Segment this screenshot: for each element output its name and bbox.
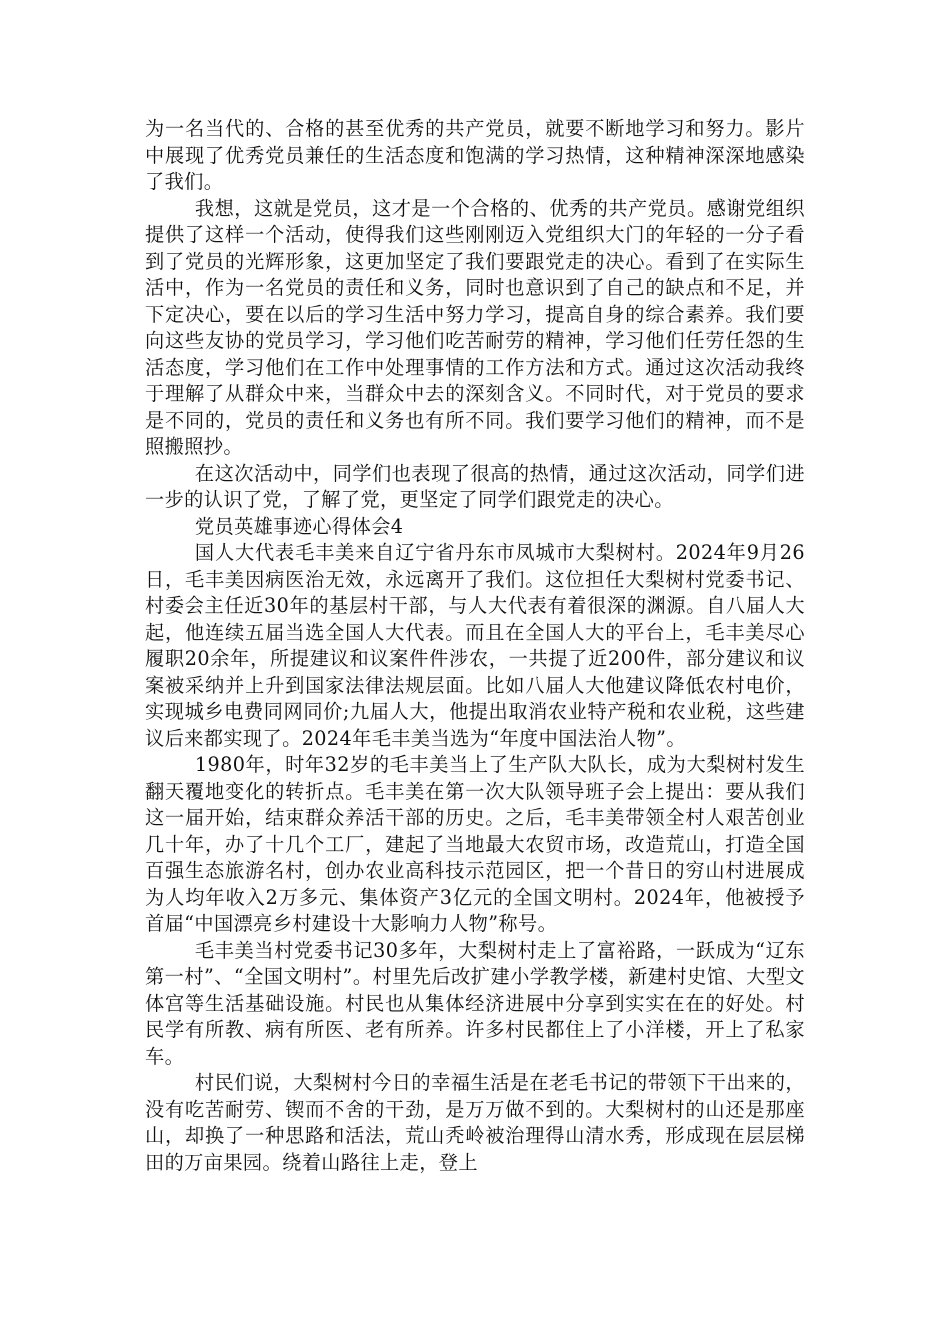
paragraph-p1: 为一名当代的、合格的甚至优秀的共产党员，就要不断地学习和努力。影片中展现了优秀党员兼任的生活态度和饱满的学习热情，这种精神深深地感染了我们。 (145, 117, 805, 193)
paragraph-p5: 1980年，时年32岁的毛丰美当上了生产队大队长，成为大梨树村发生翻天覆地变化的转折点。毛丰美在第一次大队领导班子会上提出：要从我们这一届开始，结束群众养活干部的历史。之后，毛丰美带领全村人艰苦创业几十年，办了十几个工厂，建起了当地最大农贸市场，改造荒山，打造全国百强生态旅游名村，创办农业高科技示范园区，把一个昔日的穷山村进展成为人均年收入2万多元、集体资产3亿元的全国文明村。2024年，他被授予首届“中国漂亮乡村建设十大影响力人物”称号。 (145, 753, 805, 935)
paragraph-p7: 村民们说，大梨树村今日的幸福生活是在老毛书记的带领下干出来的，没有吃苦耐劳、锲而不舍的干劲，是万万做不到的。大梨树村的山还是那座山，却换了一种思路和活法，荒山秃岭被治理得山清水秀，形成现在层层梯田的万亩果园。绕着山路往上走，登上 (145, 1071, 805, 1174)
paragraph-p2: 我想，这就是党员，这才是一个合格的、优秀的共产党员。感谢党组织提供了这样一个活动，使得我们这些刚刚迈入党组织大门的年轻的一分子看到了党员的光辉形象，这更加坚定了我们要跟党走的决心。看到了在实际生活中，作为一名党员的责任和义务，同时也意识到了自己的缺点和不足，并下定决心，要在以后的学习生活中努力学习，提高自身的综合素养。我们要向这些友协的党员学习，学习他们吃苦耐劳的精神，学习他们任劳任怨的生活态度，学习他们在工作中处理事情的工作方法和方式。通过这次活动我终于理解了从群众中来，当群众中去的深刻含义。不同时代，对于党员的要求是不同的，党员的责任和义务也有所不同。我们要学习他们的精神，而不是照搬照抄。 (145, 196, 805, 458)
paragraph-p3: 在这次活动中，同学们也表现了很高的热情，通过这次活动，同学们进一步的认识了党，了解了党，更坚定了同学们跟党走的决心。 (145, 461, 805, 511)
paragraph-p4: 国人大代表毛丰美来自辽宁省丹东市凤城市大梨树村。2024年9月26日，毛丰美因病医治无效，永远离开了我们。这位担任大梨树村党委书记、村委会主任近30年的基层村干部，与人大代表有着很深的渊源。自八届人大起，他连续五届当选全国人大代表。而且在全国人大的平台上，毛丰美尽心履职20余年，所提建议和议案件件涉农，一共提了近200件，部分建议和议案被采纳并上升到国家法律法规层面。比如八届人大他建议降低农村电价，实现城乡电费同网同价;九届人大，他提出取消农业特产税和农业税，这些建议后来都实现了。2024年毛丰美当选为“年度中国法治人物”。 (145, 541, 805, 750)
section-heading: 党员英雄事迹心得体会4 (194, 514, 404, 538)
document-page (145, 116, 805, 1176)
paragraph-p6: 毛丰美当村党委书记30多年，大梨树村走上了富裕路，一跃成为“辽东第一村”、“全国文明村”。村里先后改扩建小学教学楼，新建村史馆、大型文体宫等生活基础设施。村民也从集体经济进展中分享到实实在在的好处。村民学有所教、病有所医、老有所养。许多村民都住上了小洋楼，开上了私家车。 (145, 938, 805, 1068)
